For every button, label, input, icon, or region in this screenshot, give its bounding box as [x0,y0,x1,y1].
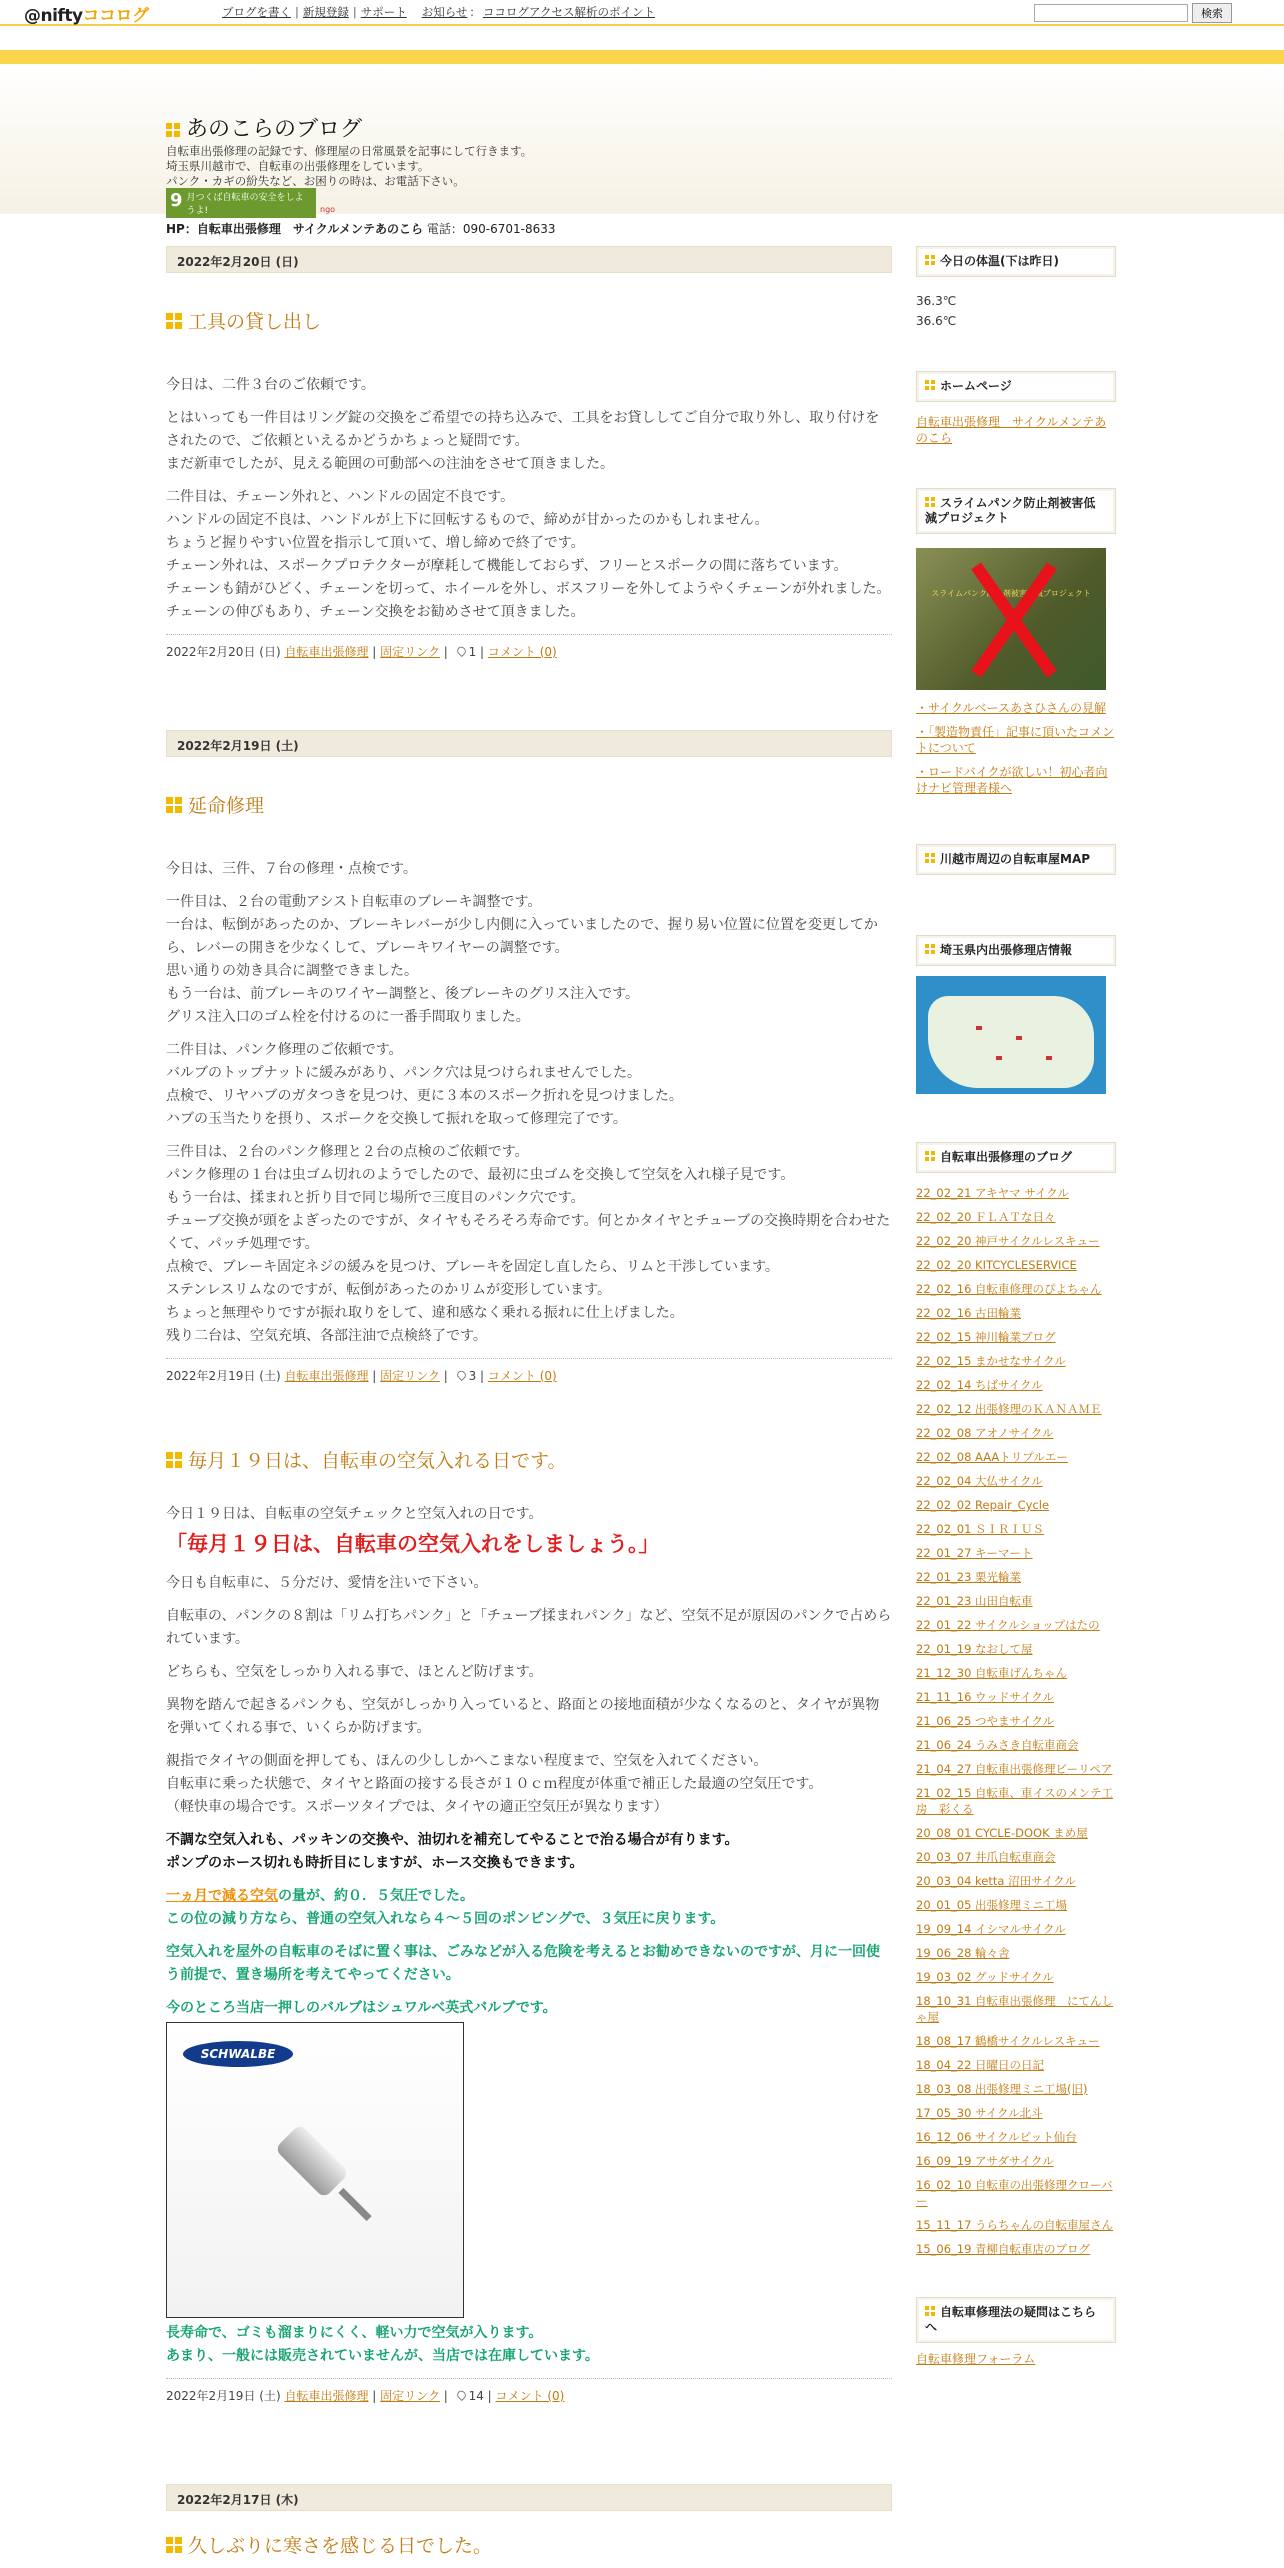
logo-text-cocolog: ココログ [82,6,149,26]
blog-link[interactable]: 17_05_30 サイクル北斗 [916,2106,1043,2120]
blog-link[interactable]: 22_02_08 AAAトリプルエー [916,1450,1068,1464]
nav-support[interactable]: サポート [360,5,407,19]
blog-description [166,144,532,189]
blog-link[interactable]: 15_11_17 うらちゃんの自転車屋さん [916,2218,1114,2232]
slime-link[interactable]: ・ロードバイクが欲しい！初心者向けナビ管理者様へ [916,765,1108,795]
squares-icon [925,380,935,390]
paragraph [166,1605,892,1651]
text-line: 自転車に乗った状態で、タイヤと路面の接する長さが１０ｃｍ程度が体重で補正した最適の空気圧です。 [166,1776,823,1792]
map-marker-icon [1046,1056,1052,1060]
text-line: 異物を踏んで起きるパンクも、空気がしっかり入っていると、路面との接地面積が少なくなるのと、タイヤが異物を弾いてくれる事で、いくらか防げます。 [166,1697,880,1736]
map-marker-icon [1016,1036,1022,1040]
blog-link[interactable]: 19_03_02 グッドサイクル [916,1970,1054,1984]
text-line: ポンプのホース切れも時折目にしますが、ホース交換もできます。 [166,1855,584,1871]
paragraph [166,1661,892,1684]
temperature-yesterday: 36.6℃ [916,314,957,328]
entry-footer: 2022年2月20日 (日) 自転車出張修理 | 固定リンク | 1 | コメント (0) [166,634,892,660]
search-input[interactable] [1034,4,1188,22]
permalink[interactable]: 固定リンク [380,645,440,659]
map-land-shape [928,996,1094,1088]
slime-image-label: スライムパンク防止剤被害低減プロジェクト [931,589,1091,598]
schwalbe-logo: SCHWALBE [183,2041,293,2067]
logo-text-nifty: @nifty [24,6,83,26]
entry-title-text: 久しぶりに寒さを感じる日でした。 [188,2535,493,2557]
heart-icon[interactable] [455,1369,467,1381]
entry-body [166,1503,892,2368]
paragraph-green [166,1997,892,2020]
blog-link[interactable]: 21_11_16 ウッドサイクル [916,1690,1054,1704]
blog-link[interactable]: 22_02_16 古田輪業 [916,1306,1022,1320]
slime-link[interactable]: ・「製造物責任」記事に頂いたコメントについて [916,725,1115,755]
text-line: ハンドルの固定不良は、ハンドルが上下に回転するもので、締めが甘かったのかもしれません。 [166,512,769,528]
heading-text: スライムパンク防止剤被害低減プロジェクト [925,496,1096,525]
permalink[interactable]: 固定リンク [380,2389,440,2403]
slime-links [916,700,1116,796]
blog-link[interactable]: 20_08_01 CYCLE-DOOK まめ屋 [916,1826,1088,1840]
sidebar-heading-blogs [916,1142,1116,1173]
homepage-line [166,220,556,237]
paragraph [166,1039,892,1131]
date-header: 2022年2月19日 (土) [166,730,892,757]
paragraph [166,1694,892,1740]
blog-link[interactable]: 18_04_22 日曜日の日記 [916,2058,1045,2072]
text-line: 二件目は、パンク修理のご依頼です。 [166,1042,403,1058]
paragraph [166,891,892,1029]
heading-text: 埼玉県内出張修理店情報 [940,943,1073,957]
faq-link[interactable]: 自転車修理フォーラム [916,2352,1036,2366]
entry-title[interactable] [166,307,892,334]
nifty-cocolog-logo[interactable] [24,1,149,26]
blog-link[interactable]: 22_02_15 神川輪業ブログ [916,1330,1056,1344]
paragraph [166,1572,892,1595]
nav-news-link[interactable]: ココログアクセス解析のポイント [482,5,656,19]
main-column [166,246,892,2558]
heart-icon[interactable] [455,645,467,657]
text-line: もう一台は、前ブレーキのワイヤー調整と、後ブレーキのグリス注入です。 [166,986,640,1002]
blog-link[interactable]: 22_02_14 ちばサイクル [916,1378,1043,1392]
homepage-link[interactable]: 自転車出張修理 サイクルメンテあのこら [916,415,1107,445]
text-line: 自転車の、パンクの８割は「リム打ちパンク」と「チューブ揉まれパンク」など、空気不足が原因のパンクで占められています。 [166,1608,892,1647]
blog-link[interactable]: 22_01_22 サイクルショップはたの [916,1618,1100,1632]
squares-icon [925,255,935,265]
text-line: どちらも、空気をしっかり入れる事で、ほとんど防げます。 [166,1664,543,1680]
blog-link[interactable]: 16_09_19 アサダサイクル [916,2154,1054,2168]
squares-icon [925,944,935,954]
spacer [166,2404,892,2484]
entry-title-text: 延命修理 [188,795,265,817]
blog-link[interactable]: 22_02_21 アキヤマ サイクル [916,1186,1069,1200]
blog-link[interactable]: 22_01_23 栗光輪業 [916,1570,1022,1584]
paragraph [166,374,892,397]
footer-date: 2022年2月19日 (土) [166,1369,281,1383]
sidebar-heading-temperature [916,246,1116,277]
blog-link[interactable]: 20_01_05 出張修理ミニ工場 [916,1898,1068,1912]
heading-text: ホームページ [940,379,1012,393]
entry-footer: 2022年2月19日 (土) 自転車出張修理 | 固定リンク | 14 | コメント (0) [166,2378,892,2404]
faq-links [916,2351,1116,2367]
blog-link[interactable]: 21_12_30 自転車げんちゃん [916,1666,1068,1680]
header-band [0,50,1284,64]
text-line: 三件目は、２台のパンク修理と２台の点検のご依頼です。 [166,1144,529,1160]
text-line: 点検で、ブレーキ固定ネジの緩みを見つけ、ブレーキを固定し直したら、リムと干渉しています。 [166,1259,779,1275]
paragraph [166,1750,892,1819]
blog-link[interactable]: 21_06_24 うみさき自転車商会 [916,1738,1079,1752]
squares-icon [925,2306,935,2316]
text-line: チェーン外れは、スポークプロテクターが摩耗して機能しておらず、フリーとスポークの間に落ちています。 [166,558,848,574]
global-nav: ブログを書く | 新規登録 | サポート お知らせ ： ココログアクセス解析のポイント [222,5,656,19]
text-line: （軽快車の場合です。スポーツタイプでは、タイヤの適正空気圧が異なります） [166,1799,668,1815]
banner-caption: ngo [320,205,336,214]
heading-text: 自転車出張修理のブログ [940,1150,1073,1164]
blog-link[interactable]: 19_09_14 イシマルサイクル [916,1922,1066,1936]
blog-link[interactable]: 22_02_20 KITCYCLESERVICE [916,1258,1077,1272]
paragraph [166,486,892,624]
heart-icon[interactable] [455,2389,467,2401]
nav-write-blog[interactable]: ブログを書く [222,5,291,19]
date-header: 2022年2月17日 (木) [166,2484,892,2511]
text-line: チューブ交換が頭をよぎったのですが、タイヤもそろそろ寿命です。何とかタイヤとチューブの交換時期を合わせたくて、パッチ処理です。 [166,1213,891,1252]
blog-link[interactable]: 19_06_28 輪々舎 [916,1946,1010,1960]
text-line: まだ新車でしたが、見える範囲の可動部への注油をさせて頂きました。 [166,456,614,472]
comments-link[interactable]: コメント (0) [495,2389,565,2403]
text-line: ハブの玉当たりを摂り、スポークを交換して振れを取って修理完了です。 [166,1111,627,1127]
blog-link[interactable]: 22_02_20 ＦＬＡＴな日々 [916,1210,1056,1224]
blog-link[interactable]: 22_01_27 キーマート [916,1546,1033,1560]
text-line: の量が、約０．５気圧でした。 [278,1888,474,1904]
blog-title-text: あのこらのブログ [186,117,363,142]
text-line: ちょっと無理やりですが振れ取りをして、違和感なく乗れる振れに仕上げました。 [166,1305,684,1321]
homepage-links [916,414,1116,446]
paragraph [166,1503,892,1526]
text-line: 今日は、三件、７台の修理・点検です。 [166,861,417,877]
entry-title[interactable] [166,1446,892,1473]
blog-link[interactable]: 22_01_19 なおして屋 [916,1642,1033,1656]
blog-link[interactable]: 22_02_02 Repair_Cycle [916,1498,1050,1512]
slime-project-image[interactable] [916,548,1106,690]
text-line: 一台は、転倒があったのか、ブレーキレバーが少し内側に入っていましたので、握り易い位置に位置を変更してから、レバーの開きを少なくして、ブレーキワイヤーの調整です。 [166,917,878,956]
valve-shape [275,2124,350,2199]
schwalbe-valve-image[interactable] [166,2022,464,2318]
sidebar-heading-saitama [916,935,1116,966]
like-count: 1 [468,645,477,659]
blog-link[interactable]: 18_10_31 自転車出張修理 にてんしゃ屋 [916,1994,1114,2024]
text-line: ステンレスリムなのですが、転倒があったのかリムが変形しています。 [166,1282,611,1298]
comments-link[interactable]: コメント (0) [487,1369,557,1383]
blog-link[interactable]: 16_12_06 サイクルピット仙台 [916,2130,1077,2144]
squares-icon [166,123,180,137]
blog-link[interactable]: 18_03_08 出張修理ミニ工場(旧) [916,2082,1088,2096]
text-line: とはいっても一件目はリング錠の交換をご希望での持ち込みで、工具をお貸ししてご自分で取り外し、取り付けをされたので、ご依頼といえるかどうかちょっと疑問です。 [166,410,880,449]
text-line: 一件目は、２台の電動アシスト自転車のブレーキ調整です。 [166,894,542,910]
blog-link[interactable]: 22_02_01 ＳＩＲＩＵＳ [916,1522,1045,1536]
blog-link[interactable]: 22_01_23 山田自転車 [916,1594,1033,1608]
text-line: この位の減り方なら、普通の空気入れなら４～５回のポンピングで、３気圧に戻ります。 [166,1911,725,1927]
squares-icon [925,497,935,507]
heading-text: 自転車修理法の疑問はこちらへ [925,2305,1097,2334]
category-link[interactable]: 自転車出張修理 [284,2389,369,2403]
blog-link[interactable]: 20_03_07 井爪自転車商会 [916,1850,1056,1864]
blog-link[interactable]: 21_02_15 自転車、車イスのメンテ工房 彩くる [916,1786,1113,1816]
text-line: 長寿命で、ゴミも溜まりにくく、軽い力で空気が入ります。 [166,2325,543,2341]
blog-link[interactable]: 21_06_25 つやまサイクル [916,1714,1055,1728]
temperature-list [916,291,1116,331]
blog-link[interactable]: 22_02_08 アオノサイクル [916,1426,1054,1440]
like-count: 14 [468,2389,484,2403]
blog-link[interactable]: 22_02_15 まかせなサイクル [916,1354,1066,1368]
paragraph-green [166,2322,892,2368]
map-marker-icon [976,1026,982,1030]
event-banner[interactable] [166,188,316,218]
paragraph [166,1141,892,1348]
footer-date: 2022年2月20日 (日) [166,645,281,659]
category-link[interactable]: 自転車出張修理 [284,645,369,659]
paragraph [166,407,892,476]
blog-link[interactable]: 16_02_10 自転車の出張修理クローバー [916,2178,1113,2208]
heading-text: 今日の体温(下は昨日) [940,254,1059,268]
nav-register[interactable]: 新規登録 [302,5,349,19]
blog-link[interactable]: 18_08_17 鶴橋サイクルレスキュー [916,2034,1100,2048]
valve-stem-shape [338,2188,371,2221]
blog-link[interactable]: 22_02_12 出張修理のＫＡＮＡＭＥ [916,1402,1102,1416]
text-line: 親指でタイヤの側面を押しても、ほんの少ししかへこまない程度まで、空気を入れてください。 [166,1753,768,1769]
text-line: チェーンの伸びもあり、チェーン交換をお勧めさせて頂きました。 [166,604,585,620]
text-line: 残り二台は、空気充填、各部注油で点検終了です。 [166,1328,487,1344]
banner-text: 月つくば自転車の安全をしようよ! [186,193,304,216]
blog-link[interactable]: 22_02_20 神戸サイクルレスキュー [916,1234,1100,1248]
squares-icon [925,853,935,863]
desc-line: パンク・カギの紛失など、お困りの時は、お電話下さい。 [166,174,465,188]
text-line: 不調な空気入れも、パッキンの交換や、油切れを補充してやることで治る場合が有ります。 [166,1832,739,1848]
slime-link[interactable]: ・サイクルベースあさひさんの見解 [916,701,1106,715]
paragraph-green [166,1885,892,1931]
text-line: バルブのトップナットに緩みがあり、パンク穴は見つけられませんでした。 [166,1065,642,1081]
footer-date: 2022年2月19日 (土) [166,2389,281,2403]
category-link[interactable]: 自転車出張修理 [284,1369,369,1383]
blog-link-list [916,1185,1116,2257]
map-marker-icon [996,1056,1002,1060]
entry-title[interactable] [166,791,892,818]
text-line: ちょうど握りやすい位置を指示して頂いて、増し締めで終了です。 [166,535,585,551]
sidebar-heading-homepage [916,371,1116,402]
squares-icon [166,2537,182,2553]
sidebar [916,246,1116,2375]
underlined-text: 一ヵ月で減る空気 [166,1888,278,1904]
blog-link[interactable]: 21_04_27 自転車出張修理ビーリペア [916,1762,1113,1776]
saitama-map-image[interactable] [916,976,1106,1094]
entry-title-text: 工具の貸し出し [188,311,322,333]
text-line: 今のところ当店一押しのバルブはシュワルベ英式バルブです。 [166,2000,557,2016]
desc-line: 埼玉県川越市で、自転車の出張修理をしています。 [166,159,430,173]
sidebar-heading-faq [916,2297,1116,2343]
hp-phone: 電話：090-6701-8633 [426,222,556,236]
text-line: 思い通りの効き具合に調整できました。 [166,963,418,979]
text-line: もう一台は、揉まれと折り目で同じ場所で三度目のパンク穴です。 [166,1190,585,1206]
text-line: グリス注入口のゴム栓を付けるのに一番手間取りました。 [166,1009,530,1025]
permalink[interactable]: 固定リンク [380,1369,440,1383]
entry-body [166,374,892,624]
squares-icon [166,797,182,813]
like-count: 3 [468,1369,477,1383]
entry-body [166,858,892,1348]
blog-title[interactable] [166,112,362,143]
paragraph [166,858,892,881]
nav-news[interactable]: お知らせ [421,5,468,19]
sidebar-heading-slime [916,488,1116,534]
text-line: チェーンも錆がひどく、チェーンを切って、ホイールを外し、ボスフリーを外してようやくチェーンが外れました。 [166,581,891,597]
text-line: 今日は、二件３台のご依頼です。 [166,377,375,393]
temperature-today: 36.3℃ [916,294,957,308]
entry-title[interactable] [166,2531,892,2558]
paragraph-bold [166,1829,892,1875]
squares-icon [166,1452,182,1468]
text-line: 空気入れを屋外の自転車のそばに置く事は、ごみなどが入る危険を考えるとお勧めできないのですが、月に一回使う前提で、置き場所を考えてやってください。 [166,1944,880,1983]
entry-footer: 2022年2月19日 (土) 自転車出張修理 | 固定リンク | 3 | コメント (0) [166,1358,892,1384]
blog-link[interactable]: 20_03_04 ketta 沼田サイクル [916,1874,1076,1888]
text-line: パンク修理の１台は虫ゴム切れのようでしたので、最初に虫ゴムを交換して空気を入れ様子見です。 [166,1167,795,1183]
sidebar-heading-map[interactable] [916,844,1116,875]
text-line: 今日１９日は、自転車の空気チェックと空気入れの日です。 [166,1506,543,1522]
blog-link[interactable]: 22_02_04 大仏サイクル [916,1474,1043,1488]
comments-link[interactable]: コメント (0) [487,645,557,659]
text-line: 二件目は、チェーン外れと、ハンドルの固定不良です。 [166,489,515,505]
entry-title-text: 毎月１９日は、自転車の空気入れる日です。 [188,1450,567,1472]
blog-link[interactable]: 15_06_19 青柳自転車店のブログ [916,2242,1091,2256]
blog-link[interactable]: 22_02_16 自転車修理のぴよちゃん [916,1282,1102,1296]
text-line: あまり、一般には販売されていませんが、当店では在庫しています。 [166,2348,599,2364]
highlight-heading: 「毎月１９日は、自転車の空気入れをしましょう。」 [166,1532,660,1556]
hp-label: HP：自転車出張修理 サイクルメンテあのこら [166,222,424,236]
spacer [166,660,892,730]
squares-icon [166,313,182,329]
global-header [0,0,1284,26]
text-line: 今日も自転車に、５分だけ、愛情を注いで下さい。 [166,1575,488,1591]
search-button[interactable]: 検索 [1192,3,1232,23]
desc-line: 自転車出張修理の記録です、修理屋の日常風景を記事にして行きます。 [166,144,533,158]
squares-icon [925,1151,935,1161]
heading-text: 川越市周辺の自転車屋MAP [940,852,1091,866]
paragraph-green [166,1941,892,1987]
text-line: 点検で、リヤハブのガタつきを見つけ、更に３本のスポーク折れを見つけました。 [166,1088,683,1104]
date-header: 2022年2月20日 (日) [166,246,892,273]
banner-number: 9 [170,190,183,211]
